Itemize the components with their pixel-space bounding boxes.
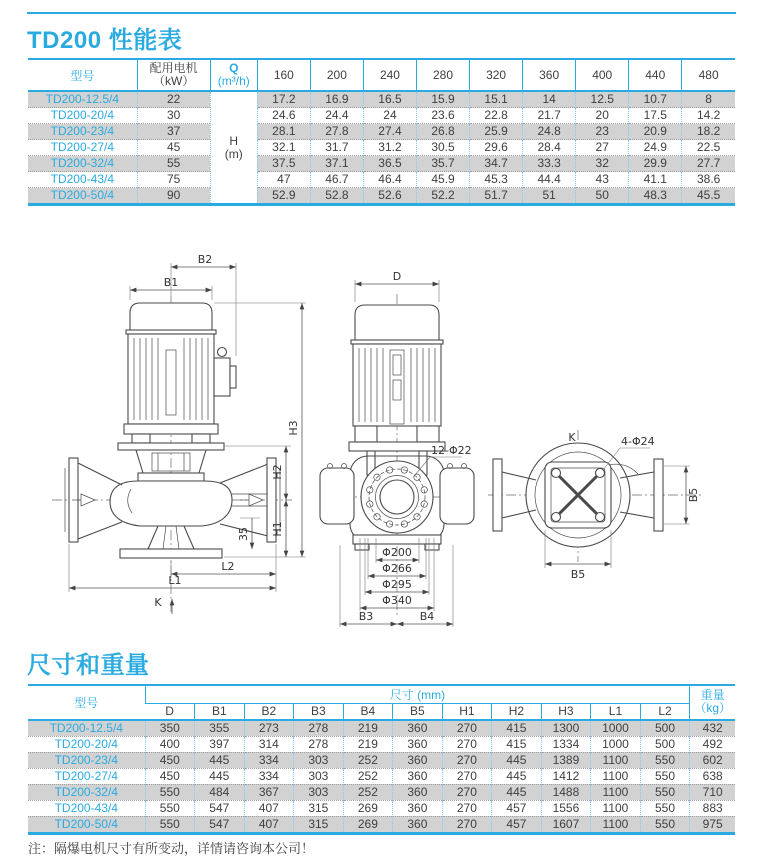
head-value-cell: 28.4 bbox=[523, 140, 576, 156]
head-value-cell: 52.9 bbox=[257, 188, 310, 205]
dim-label-b5-side: B5 bbox=[687, 487, 700, 503]
dimension-row bbox=[28, 752, 735, 768]
dimension-cell: 303 bbox=[294, 768, 344, 784]
head-value-cell: 8 bbox=[682, 91, 735, 108]
dim-label-b4: B4 bbox=[419, 610, 435, 623]
dim-label-35: 35 bbox=[237, 527, 250, 541]
col-header-motor: 配用电机 （kW） bbox=[137, 59, 210, 91]
dimension-cell: 445 bbox=[195, 768, 245, 784]
dimension-cell: 270 bbox=[442, 736, 492, 752]
dimension-cell: 367 bbox=[244, 784, 294, 800]
dimension-cell: 500 bbox=[640, 736, 690, 752]
head-value-cell: 46.7 bbox=[310, 172, 363, 188]
head-value-cell: 16.5 bbox=[363, 91, 416, 108]
dimension-cell: 1100 bbox=[591, 800, 641, 816]
dimension-row bbox=[28, 768, 735, 784]
dimension-cell: 445 bbox=[492, 768, 542, 784]
dimension-cell: 252 bbox=[343, 784, 393, 800]
dimension-cell: 550 bbox=[640, 768, 690, 784]
col-header-dim: B4 bbox=[343, 704, 393, 720]
head-value-cell: 38.6 bbox=[682, 172, 735, 188]
head-value-cell: 17.5 bbox=[629, 108, 682, 124]
head-value-cell: 31.2 bbox=[363, 140, 416, 156]
dimension-cell: 314 bbox=[244, 736, 294, 752]
head-value-cell: 48.3 bbox=[629, 188, 682, 205]
performance-row bbox=[28, 140, 735, 156]
head-value-cell: 24.9 bbox=[629, 140, 682, 156]
performance-section-title: TD200 性能表 bbox=[27, 27, 183, 54]
top-view bbox=[488, 430, 702, 581]
head-value-cell: 43 bbox=[576, 172, 629, 188]
head-value-cell: 27.4 bbox=[363, 124, 416, 140]
head-value-cell: 24.8 bbox=[523, 124, 576, 140]
dimension-cell: 273 bbox=[244, 720, 294, 737]
model-cell: TD200-20/4 bbox=[28, 736, 145, 752]
dimension-cell: 278 bbox=[294, 720, 344, 737]
col-header-flow: 160 bbox=[257, 59, 310, 91]
head-value-cell: 25.9 bbox=[470, 124, 523, 140]
motor-power-cell: 22 bbox=[137, 91, 210, 108]
head-value-cell: 50 bbox=[576, 188, 629, 205]
dimension-row bbox=[28, 816, 735, 833]
dimension-cell: 407 bbox=[244, 816, 294, 833]
head-value-cell: 21.7 bbox=[523, 108, 576, 124]
model-cell: TD200-20/4 bbox=[28, 108, 137, 124]
dimension-cell: 550 bbox=[640, 784, 690, 800]
head-value-cell: 20.9 bbox=[629, 124, 682, 140]
head-value-cell: 51.7 bbox=[470, 188, 523, 205]
head-value-cell: 41.1 bbox=[629, 172, 682, 188]
model-cell: TD200-23/4 bbox=[28, 124, 137, 140]
dimension-cell: 484 bbox=[195, 784, 245, 800]
dimension-cell: 219 bbox=[343, 720, 393, 737]
head-value-cell: 22.5 bbox=[682, 140, 735, 156]
dimension-cell: 1100 bbox=[591, 784, 641, 800]
dimension-cell: 315 bbox=[294, 816, 344, 833]
col-header-flow: 280 bbox=[416, 59, 469, 91]
dimension-cell: 1607 bbox=[541, 816, 591, 833]
head-value-cell: 24.4 bbox=[310, 108, 363, 124]
dimensions-section-title: 尺寸和重量 bbox=[27, 652, 150, 679]
performance-row bbox=[28, 124, 735, 140]
dim-label-l2: L2 bbox=[221, 560, 235, 573]
head-value-cell: 23.6 bbox=[416, 108, 469, 124]
col-header-dim: H1 bbox=[442, 704, 492, 720]
weight-cell: 602 bbox=[690, 752, 735, 768]
head-value-cell: 37.5 bbox=[257, 156, 310, 172]
head-value-cell: 15.1 bbox=[470, 91, 523, 108]
col-header-dim: B2 bbox=[244, 704, 294, 720]
dimension-cell: 219 bbox=[343, 736, 393, 752]
dimension-cell: 303 bbox=[294, 752, 344, 768]
motor-power-cell: 45 bbox=[137, 140, 210, 156]
weight-cell: 975 bbox=[690, 816, 735, 833]
dimension-cell: 550 bbox=[640, 816, 690, 833]
col-header-dim: D bbox=[145, 704, 195, 720]
performance-header-row bbox=[28, 59, 735, 91]
model-cell: TD200-50/4 bbox=[28, 816, 145, 833]
head-value-cell: 45.5 bbox=[682, 188, 735, 205]
dim-label-b2: B2 bbox=[197, 253, 213, 266]
model-cell: TD200-12.5/4 bbox=[28, 91, 137, 108]
dimension-cell: 360 bbox=[393, 736, 443, 752]
dim-label-phi295: Φ295 bbox=[382, 578, 412, 591]
head-value-cell: 17.2 bbox=[257, 91, 310, 108]
col-header-flow: 480 bbox=[682, 59, 735, 91]
view-label-k-side: K bbox=[154, 596, 162, 609]
dimension-cell: 350 bbox=[145, 720, 195, 737]
dimension-cell: 550 bbox=[640, 800, 690, 816]
head-value-cell: 32 bbox=[576, 156, 629, 172]
model-cell: TD200-43/4 bbox=[28, 172, 137, 188]
dimension-cell: 547 bbox=[195, 816, 245, 833]
col-header-dim: L2 bbox=[640, 704, 690, 720]
dimension-cell: 270 bbox=[442, 800, 492, 816]
dim-label-h2: H2 bbox=[271, 464, 284, 480]
footer-note: 注：隔爆电机尺寸有所变动，详情请咨询本公司！ bbox=[28, 841, 315, 856]
dimension-cell: 1100 bbox=[591, 768, 641, 784]
performance-row bbox=[28, 188, 735, 205]
dimension-cell: 400 bbox=[145, 736, 195, 752]
model-cell: TD200-32/4 bbox=[28, 784, 145, 800]
side-view bbox=[52, 253, 306, 614]
head-value-cell: 10.7 bbox=[629, 91, 682, 108]
view-label-k-top: K bbox=[568, 431, 576, 444]
head-value-cell: 22.8 bbox=[470, 108, 523, 124]
col-header-flow: 440 bbox=[629, 59, 682, 91]
performance-row bbox=[28, 108, 735, 124]
dimension-cell: 360 bbox=[393, 768, 443, 784]
head-unit-cell: H (m) bbox=[210, 91, 257, 205]
dimension-cell: 1100 bbox=[591, 752, 641, 768]
col-header-model: 型号 bbox=[28, 685, 145, 720]
col-header-weight: 重量 （kg） bbox=[690, 685, 735, 720]
model-cell: TD200-32/4 bbox=[28, 156, 137, 172]
model-cell: TD200-50/4 bbox=[28, 188, 137, 205]
dimension-cell: 278 bbox=[294, 736, 344, 752]
col-header-flow: 320 bbox=[470, 59, 523, 91]
model-cell: TD200-43/4 bbox=[28, 800, 145, 816]
dimension-cell: 1488 bbox=[541, 784, 591, 800]
head-value-cell: 52.2 bbox=[416, 188, 469, 205]
dimension-row bbox=[28, 800, 735, 816]
head-value-cell: 33.3 bbox=[523, 156, 576, 172]
motor-power-cell: 90 bbox=[137, 188, 210, 205]
dimension-cell: 1389 bbox=[541, 752, 591, 768]
dimension-cell: 270 bbox=[442, 720, 492, 737]
performance-row bbox=[28, 172, 735, 188]
head-value-cell: 45.3 bbox=[470, 172, 523, 188]
head-value-cell: 52.6 bbox=[363, 188, 416, 205]
dimension-cell: 445 bbox=[492, 784, 542, 800]
head-value-cell: 18.2 bbox=[682, 124, 735, 140]
head-value-cell: 35.7 bbox=[416, 156, 469, 172]
dimension-cell: 550 bbox=[145, 800, 195, 816]
dimension-cell: 457 bbox=[492, 800, 542, 816]
dimension-cell: 450 bbox=[145, 752, 195, 768]
head-value-cell: 27.7 bbox=[682, 156, 735, 172]
dimension-cell: 450 bbox=[145, 768, 195, 784]
weight-cell: 883 bbox=[690, 800, 735, 816]
dimension-cell: 1000 bbox=[591, 736, 641, 752]
performance-table-body bbox=[28, 91, 735, 205]
dimension-cell: 252 bbox=[343, 768, 393, 784]
col-header-flow: 240 bbox=[363, 59, 416, 91]
dimension-cell: 550 bbox=[145, 784, 195, 800]
col-header-dim: B3 bbox=[294, 704, 344, 720]
head-value-cell: 45.9 bbox=[416, 172, 469, 188]
motor-power-cell: 37 bbox=[137, 124, 210, 140]
model-cell: TD200-23/4 bbox=[28, 752, 145, 768]
dimension-table-body bbox=[28, 720, 735, 834]
dimension-cell: 334 bbox=[244, 768, 294, 784]
dimension-cell: 407 bbox=[244, 800, 294, 816]
dimension-cell: 1000 bbox=[591, 720, 641, 737]
dimension-cell: 303 bbox=[294, 784, 344, 800]
col-header-dim: H2 bbox=[492, 704, 542, 720]
weight-cell: 492 bbox=[690, 736, 735, 752]
dimension-cell: 1412 bbox=[541, 768, 591, 784]
dimension-cell: 500 bbox=[640, 720, 690, 737]
dimension-cell: 1334 bbox=[541, 736, 591, 752]
dim-label-d: D bbox=[392, 270, 402, 283]
model-cell: TD200-12.5/4 bbox=[28, 720, 145, 737]
dimension-cell: 547 bbox=[195, 800, 245, 816]
head-value-cell: 46.4 bbox=[363, 172, 416, 188]
dimension-row bbox=[28, 784, 735, 800]
col-header-model: 型号 bbox=[28, 59, 137, 91]
head-value-cell: 14 bbox=[523, 91, 576, 108]
dimension-cell: 1300 bbox=[541, 720, 591, 737]
head-value-cell: 28.1 bbox=[257, 124, 310, 140]
head-value-cell: 47 bbox=[257, 172, 310, 188]
dim-label-b3: B3 bbox=[358, 610, 374, 623]
weight-cell: 710 bbox=[690, 784, 735, 800]
head-value-cell: 15.9 bbox=[416, 91, 469, 108]
dimension-cell: 445 bbox=[195, 752, 245, 768]
model-cell: TD200-27/4 bbox=[28, 140, 137, 156]
dimension-cell: 415 bbox=[492, 736, 542, 752]
dimension-cell: 445 bbox=[492, 752, 542, 768]
dimension-cell: 269 bbox=[343, 816, 393, 833]
dimension-cell: 360 bbox=[393, 816, 443, 833]
dimension-row bbox=[28, 720, 735, 737]
head-value-cell: 27 bbox=[576, 140, 629, 156]
dimension-cell: 269 bbox=[343, 800, 393, 816]
head-value-cell: 29.9 bbox=[629, 156, 682, 172]
col-header-dim: H3 bbox=[541, 704, 591, 720]
head-value-cell: 51 bbox=[523, 188, 576, 205]
dimension-cell: 270 bbox=[442, 768, 492, 784]
dimension-cell: 252 bbox=[343, 752, 393, 768]
col-header-dim: B5 bbox=[393, 704, 443, 720]
head-value-cell: 24 bbox=[363, 108, 416, 124]
col-header-flow: 400 bbox=[576, 59, 629, 91]
dim-label-12phi22: 12-Φ22 bbox=[431, 444, 472, 457]
motor-power-cell: 75 bbox=[137, 172, 210, 188]
head-value-cell: 36.5 bbox=[363, 156, 416, 172]
model-cell: TD200-27/4 bbox=[28, 768, 145, 784]
performance-row bbox=[28, 156, 735, 172]
head-value-cell: 24.6 bbox=[257, 108, 310, 124]
dimension-row bbox=[28, 736, 735, 752]
col-header-flow: 360 bbox=[523, 59, 576, 91]
head-value-cell: 29.6 bbox=[470, 140, 523, 156]
head-value-cell: 32.1 bbox=[257, 140, 310, 156]
head-value-cell: 12.5 bbox=[576, 91, 629, 108]
head-value-cell: 14.2 bbox=[682, 108, 735, 124]
dim-label-h3: H3 bbox=[287, 420, 300, 436]
front-view bbox=[320, 270, 474, 627]
dim-label-phi266: Φ266 bbox=[382, 562, 412, 575]
dimension-cell: 334 bbox=[244, 752, 294, 768]
col-header-flow: 200 bbox=[310, 59, 363, 91]
dimension-cell: 397 bbox=[195, 736, 245, 752]
dimension-cell: 360 bbox=[393, 800, 443, 816]
dimension-cell: 360 bbox=[393, 720, 443, 737]
col-header-flow-q: Q (m³/h) bbox=[210, 59, 257, 91]
dim-label-phi340: Φ340 bbox=[382, 594, 412, 607]
col-header-dim: B1 bbox=[195, 704, 245, 720]
dim-label-h1: H1 bbox=[271, 521, 284, 537]
dim-label-l1: L1 bbox=[168, 574, 182, 587]
dimension-cell: 270 bbox=[442, 752, 492, 768]
head-value-cell: 37.1 bbox=[310, 156, 363, 172]
dimension-cell: 315 bbox=[294, 800, 344, 816]
performance-row bbox=[28, 91, 735, 108]
dim-label-4phi24: 4-Φ24 bbox=[621, 435, 655, 448]
dim-label-b1: B1 bbox=[163, 276, 179, 289]
head-value-cell: 20 bbox=[576, 108, 629, 124]
dimension-cell: 1556 bbox=[541, 800, 591, 816]
col-header-dim: L1 bbox=[591, 704, 641, 720]
head-value-cell: 44.4 bbox=[523, 172, 576, 188]
dimension-cell: 270 bbox=[442, 816, 492, 833]
dim-label-b5-bottom: B5 bbox=[570, 568, 586, 581]
dimension-cell: 270 bbox=[442, 784, 492, 800]
motor-power-cell: 30 bbox=[137, 108, 210, 124]
head-value-cell: 31.7 bbox=[310, 140, 363, 156]
performance-table bbox=[28, 58, 735, 206]
dim-label-phi200: Φ200 bbox=[382, 546, 412, 559]
col-group-dimensions: 尺寸 (mm) bbox=[145, 685, 690, 704]
head-value-cell: 52.8 bbox=[310, 188, 363, 205]
dimension-cell: 1100 bbox=[591, 816, 641, 833]
head-value-cell: 16.9 bbox=[310, 91, 363, 108]
weight-cell: 638 bbox=[690, 768, 735, 784]
dimension-cell: 550 bbox=[640, 752, 690, 768]
dimension-cell: 360 bbox=[393, 752, 443, 768]
head-value-cell: 23 bbox=[576, 124, 629, 140]
head-value-cell: 30.5 bbox=[416, 140, 469, 156]
head-value-cell: 34.7 bbox=[470, 156, 523, 172]
dimension-cell: 415 bbox=[492, 720, 542, 737]
dimension-table bbox=[28, 684, 735, 835]
head-value-cell: 26.8 bbox=[416, 124, 469, 140]
dimension-cell: 550 bbox=[145, 816, 195, 833]
motor-power-cell: 55 bbox=[137, 156, 210, 172]
dimension-cell: 457 bbox=[492, 816, 542, 833]
weight-cell: 432 bbox=[690, 720, 735, 737]
dimension-cell: 360 bbox=[393, 784, 443, 800]
dimension-cell: 355 bbox=[195, 720, 245, 737]
head-value-cell: 27.8 bbox=[310, 124, 363, 140]
